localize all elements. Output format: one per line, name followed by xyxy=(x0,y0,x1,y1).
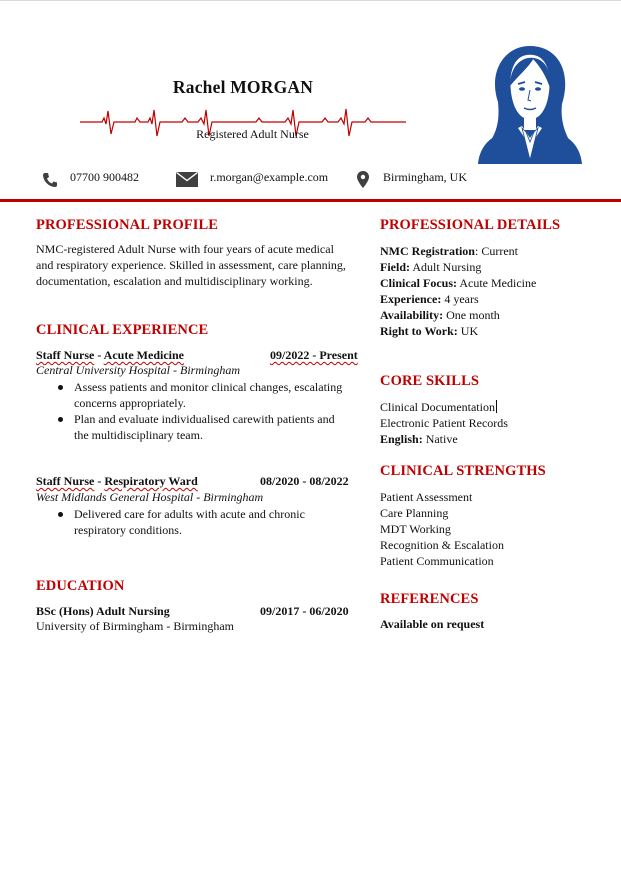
profile-text xyxy=(36,241,346,289)
list-item: MDT Working xyxy=(380,522,451,536)
candidate-name: Rachel MORGAN xyxy=(172,77,314,97)
section-heading-profile: PROFESSIONAL PROFILE xyxy=(36,217,219,233)
skills-list xyxy=(380,399,508,447)
job-1-role: Staff Nurse xyxy=(36,348,95,362)
list-item: Delivered care for adults with acute and chronic respiratory conditions. xyxy=(74,506,305,538)
list-item: Assess patients and monitor clinical changes, escalating concerns appropriately. xyxy=(74,379,342,411)
text-cursor xyxy=(496,400,497,413)
section-heading-strengths: CLINICAL STRENGTHS xyxy=(380,463,546,479)
bullet-dot xyxy=(58,385,63,390)
list-item: Plan and evaluate individualised carewith patients and the multidisciplinary team. xyxy=(74,411,335,443)
section-heading-education: EDUCATION xyxy=(36,578,125,594)
ecg-line-decoration xyxy=(80,100,406,150)
strengths-list xyxy=(380,489,504,569)
profile-line: and respiratory experience. Skilled in assessment, care planning, xyxy=(36,258,346,272)
header-divider xyxy=(0,199,621,202)
page-top-border xyxy=(0,0,621,1)
job-2-role: Staff Nurse xyxy=(36,474,95,488)
envelope-icon xyxy=(176,172,198,187)
contact-email[interactable]: r.morgan@example.com xyxy=(210,170,329,184)
details-list xyxy=(380,243,536,339)
profile-line: documentation, escalation and multidisciplinary working. xyxy=(36,274,313,288)
detail-row: Right to Work: UK xyxy=(380,324,479,338)
job-1-dates: 09/2022 - Present xyxy=(270,348,358,362)
education-degree: BSc (Hons) Adult Nursing xyxy=(36,604,170,618)
list-item: Patient Communication xyxy=(380,554,494,568)
job-1-title: Staff Nurse - Acute Medicine xyxy=(36,348,184,362)
list-item: Patient Assessment xyxy=(380,490,473,504)
list-item: Recognition & Escalation xyxy=(380,538,504,552)
job-1-employer: Central University Hospital - Birmingham xyxy=(36,363,240,377)
detail-row: Availability: One month xyxy=(380,308,500,322)
section-heading-experience: CLINICAL EXPERIENCE xyxy=(36,322,209,338)
list-item[interactable]: Clinical Documentation xyxy=(380,400,495,414)
list-item: Electronic Patient Records xyxy=(380,416,508,430)
section-heading-skills: CORE SKILLS xyxy=(380,373,480,389)
map-pin-icon xyxy=(357,171,369,188)
detail-row: Field: Adult Nursing xyxy=(380,260,482,274)
job-1-dept: Acute Medicine xyxy=(103,348,184,362)
job-title: Registered Adult Nurse xyxy=(196,127,309,141)
job-2-employer: West Midlands General Hospital - Birmingham xyxy=(36,490,264,504)
list-item: English: Native xyxy=(380,432,458,446)
list-item: Care Planning xyxy=(380,506,449,520)
section-heading-references: REFERENCES xyxy=(380,591,479,607)
section-heading-details: PROFESSIONAL DETAILS xyxy=(380,217,561,233)
contact-location: Birmingham, UK xyxy=(383,170,467,184)
job-2-dates: 08/2020 - 08/2022 xyxy=(260,474,349,488)
detail-row: NMC Registration: Current xyxy=(380,244,518,258)
education-dates: 09/2017 - 06/2020 xyxy=(260,604,349,618)
contact-phone[interactable]: 07700 900482 xyxy=(70,170,139,184)
bullet-dot xyxy=(58,417,63,422)
profile-line: NMC-registered Adult Nurse with four years of acute medical xyxy=(36,242,334,256)
references-text: Available on request xyxy=(380,617,485,631)
education-school: University of Birmingham - Birmingham xyxy=(36,619,234,633)
job-2-dept: Respiratory Ward xyxy=(104,474,198,488)
profile-photo xyxy=(474,42,586,164)
detail-row: Experience: 4 years xyxy=(380,292,479,306)
bullet-dot xyxy=(58,512,63,517)
portrait-illustration xyxy=(474,42,586,164)
job-2-title: Staff Nurse - Respiratory Ward xyxy=(36,474,198,488)
phone-icon xyxy=(42,172,58,188)
detail-row: Clinical Focus: Acute Medicine xyxy=(380,276,537,290)
